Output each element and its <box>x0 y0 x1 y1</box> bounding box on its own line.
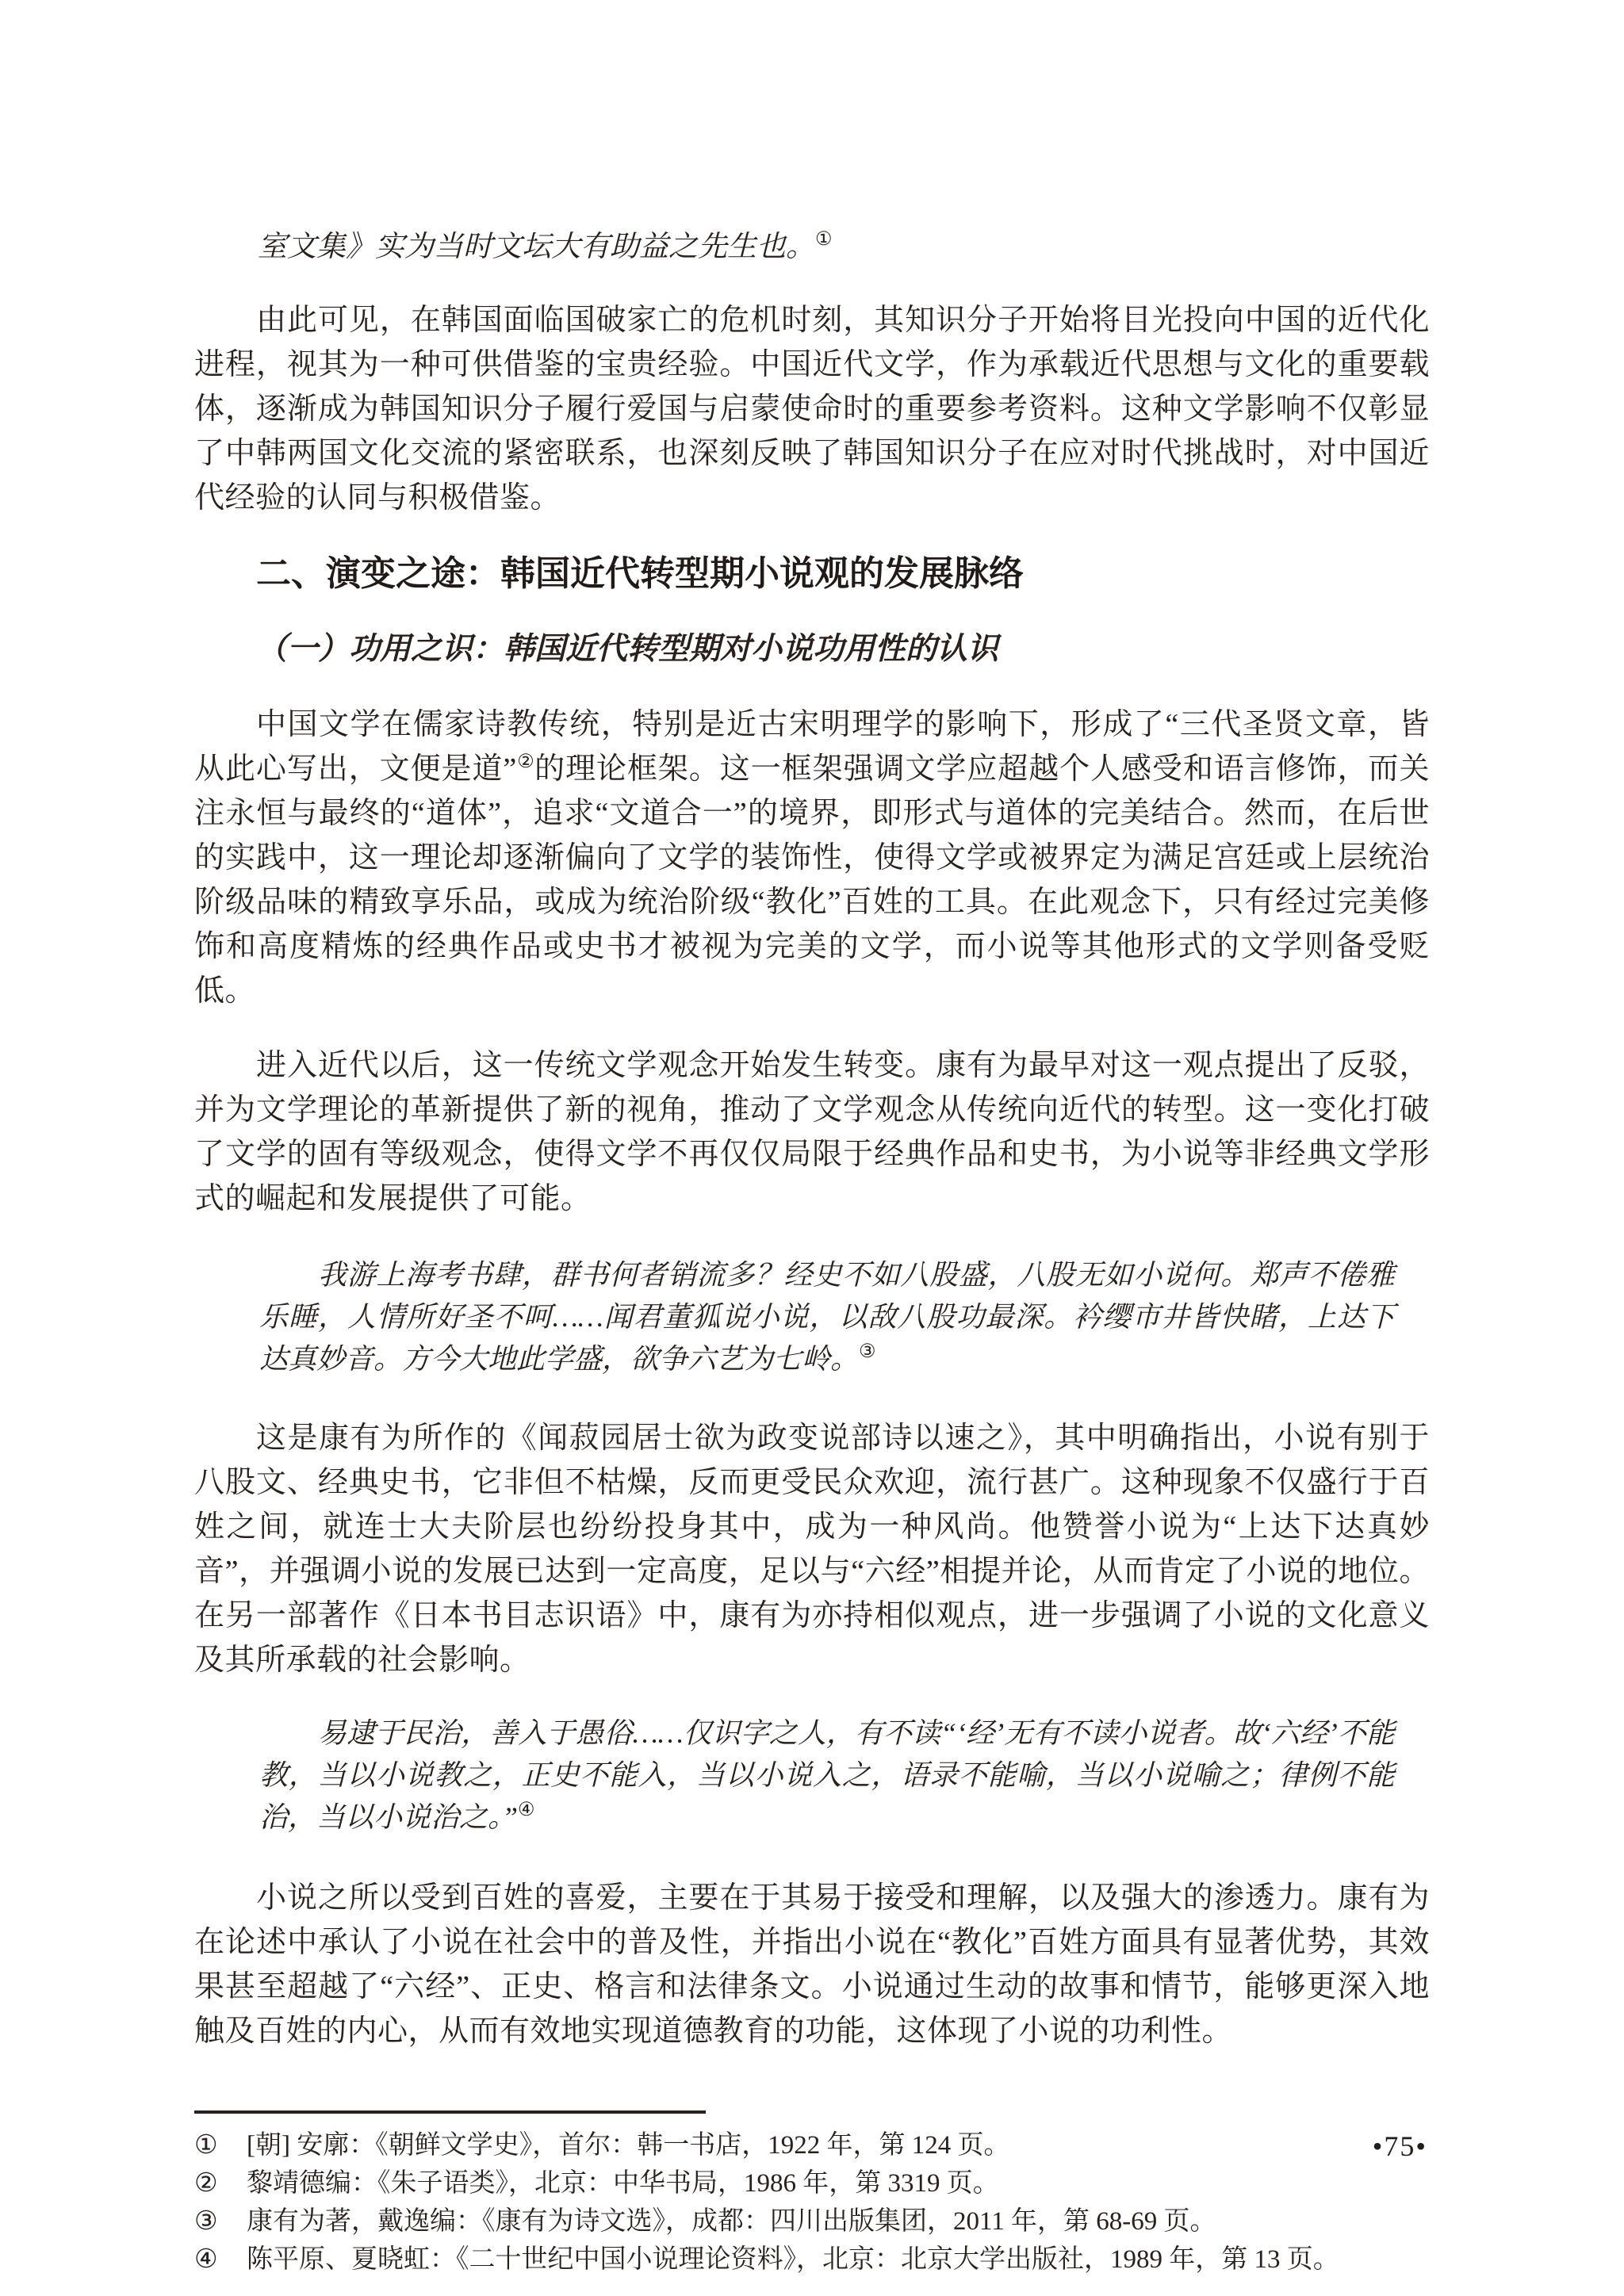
page-number: •75• <box>1372 2130 1427 2162</box>
paragraph-text-after-ref: 的理论框架。这一框架强调文学应超越个人感受和语言修饰，而关注永恒与最终的“道体”，追求“文道合一”的境界，即形式与道体的完美结合。然而，在后世的实践中，这一理论却逐渐偏向了文学的装饰性，使得文学或被界定为满足宫廷或上层统治阶级品味的精致享乐品，或成为统治阶级“教化”百姓的工具。在此观念下，只有经过完美修饰和高度精炼的经典作品或史书才被视为完美的文学，而小说等其他形式的文学则备受贬低。 <box>194 752 1430 1008</box>
footnote-item <box>194 2241 1430 2279</box>
footnotes-section <box>194 2126 1430 2279</box>
footnote-text: 康有为著，戴逸编：《康有为诗文选》，成都：四川出版集团，2011 年，第 68-69 页。 <box>247 2206 1216 2236</box>
carryover-quote-text: 室文集》实为当时文坛大有助益之先生也。 <box>258 231 815 263</box>
footnote-text: [朝] 安廓：《朝鲜文学史》，首尔：韩一书店，1922 年，第 124 页。 <box>247 2130 1010 2160</box>
section-heading: 二、演变之途：韩国近代转型期小说观的发展脉络 <box>256 554 1024 593</box>
paragraph-modern-shift: 进入近代以后，这一传统文学观念开始发生转变。康有为最早对这一观点提出了反驳，并为文学理论的革新提供了新的视角，推动了文学观念从传统向近代的转型。这一变化打破了文学的固有等级观念，使得文学不再仅仅局限于经典作品和史书，为小说等非经典文学形式的崛起和发展提供了可能。 <box>194 1048 1430 1215</box>
footnote-ref-3: ③ <box>859 1341 876 1362</box>
footnote-item <box>194 2164 1430 2202</box>
paragraph-poem-analysis: 这是康有为所作的《闻菽园居士欲为政变说部诗以速之》，其中明确指出，小说有别于八股文、经典史书，它非但不枯燥，反而更受民众欢迎，流行甚广。这种现象不仅盛行于百姓之间，就连士大夫阶层也纷纷投身其中，成为一种风尚。他赞誉小说为“上达下达真妙音”，并强调小说的发展已达到一定高度，足以与“六经”相提并论，从而肯定了小说的地位。在另一部著作《日本书目志识语》中，康有为亦持相似观点，进一步强调了小说的文化意义及其所承载的社会影响。 <box>194 1421 1430 1677</box>
footnote-separator-rule <box>194 2110 706 2114</box>
footnote-marker: ② <box>194 2168 218 2198</box>
footnote-ref-1: ① <box>815 229 833 250</box>
footnote-item <box>194 2202 1430 2241</box>
footnote-ref-2: ② <box>516 751 535 772</box>
paragraph-overview: 由此可见，在韩国面临国破家亡的危机时刻，其知识分子开始将目光投向中国的近代化进程，视其为一种可供借鉴的宝贵经验。中国近代文学，作为承载近代思想与文化的重要载体，逐渐成为韩国知识分子履行爱国与启蒙使命时的重要参考资料。这种文学影响不仅彰显了中韩两国文化交流的紧密联系，也深刻反映了韩国知识分子在应对时代挑战时，对中国近代经验的认同与积极借鉴。 <box>194 304 1430 515</box>
paragraph-confucian-tradition <box>194 702 1430 1013</box>
paragraph-text-before-ref: 中国文学在儒家诗教传统，特别是近古宋明理学的影响下，形成了“三代圣贤文章，皆从此心写出，文便是道” <box>194 707 1430 786</box>
footnote-ref-4: ④ <box>518 1799 535 1820</box>
footnote-text: 陈平原、夏晓虹：《二十世纪中国小说理论资料》，北京：北京大学出版社，1989 年，第 13 页。 <box>247 2244 1339 2274</box>
footnote-marker: ④ <box>194 2244 218 2274</box>
footnote-text: 黎靖德编：《朱子语类》，北京：中华书局，1986 年，第 3319 页。 <box>247 2168 999 2198</box>
block-quote-riben-shumuzhi <box>259 1712 1395 1839</box>
quote-text: 易逮于民治，善入于愚俗……仅识字之人，有不读“‘经’无有不读小说者。故‘六经’不能教，当以小说教之，正史不能入，当以小说入之，语录不能喻，当以小说喻之；律例不能治，当以小说治之。” <box>259 1716 1395 1833</box>
block-quote-kangyouwei-poem <box>259 1254 1395 1380</box>
subsection-heading: （一）功用之识：韩国近代转型期对小说功用性的认识 <box>256 631 999 666</box>
footnote-marker: ③ <box>194 2206 218 2236</box>
paragraph-novel-popularity: 小说之所以受到百姓的喜爱，主要在于其易于接受和理解，以及强大的渗透力。康有为在论述中承认了小说在社会中的普及性，并指出小说在“教化”百姓方面具有显著优势，其效果甚至超越了“六经”、正史、格言和法律条文。小说通过生动的故事和情节，能够更深入地触及百姓的内心，从而有效地实现道德教育的功能，这体现了小说的功利性。 <box>194 1881 1430 2048</box>
carryover-quote-line <box>258 225 1430 270</box>
footnote-item <box>194 2126 1430 2164</box>
quote-text: 我游上海考书肆，群书何者销流多？经史不如八股盛，八股无如小说何。郑声不倦雅乐睡，人情所好圣不呵……闻君董狐说小说，以敌八股功最深。衿缨市井皆快睹，上达下达真妙音。方今大地此学盛，欲争六艺为七岭。 <box>259 1258 1395 1375</box>
footnote-marker: ① <box>194 2130 218 2160</box>
